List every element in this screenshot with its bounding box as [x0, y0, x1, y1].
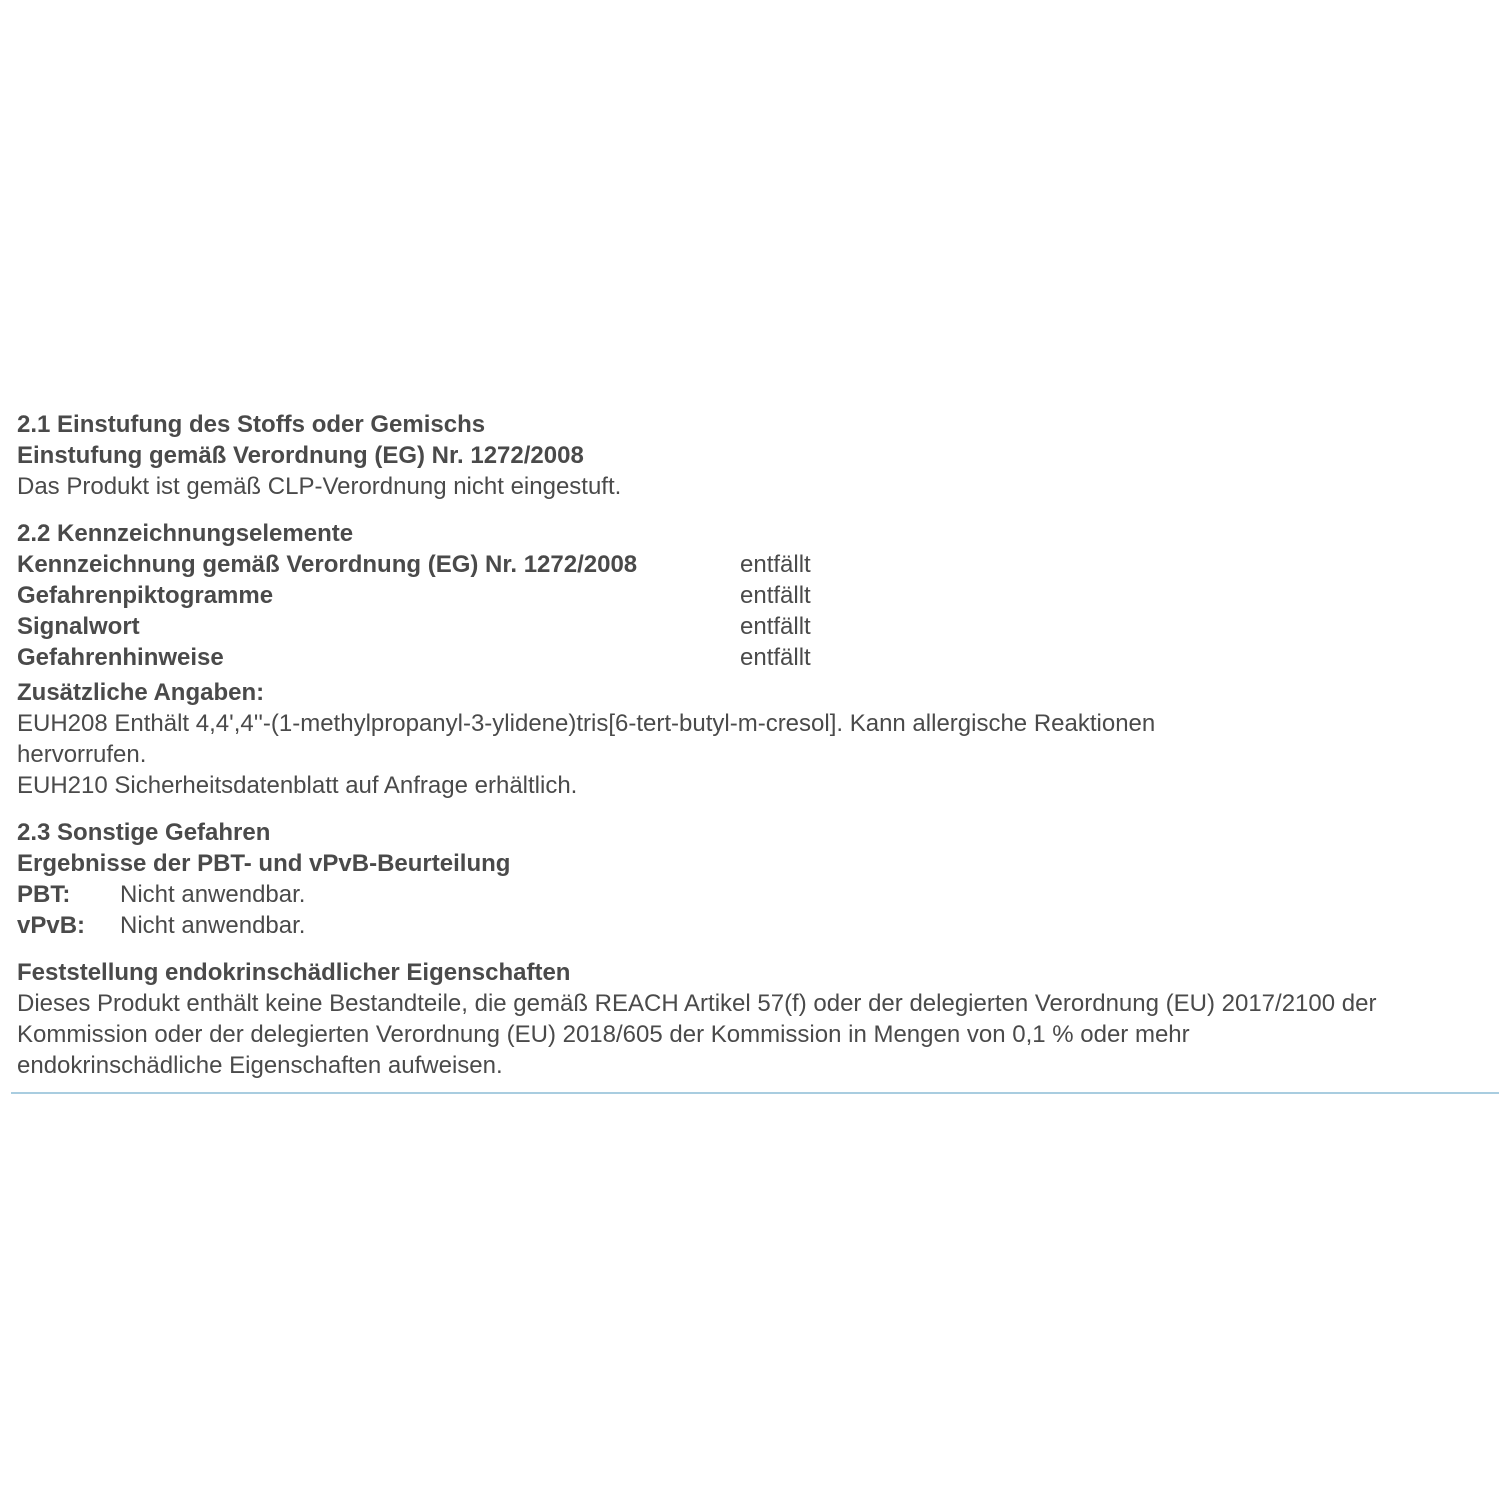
endocrine-text-line: Dieses Produkt enthält keine Bestandteile, die gemäß REACH Artikel 57(f) oder der delegierten Verordnung (EU) 2017/2100 der: [17, 990, 1377, 1017]
label-row-value: entfällt: [740, 582, 811, 609]
assessment-value: Nicht anwendbar.: [120, 912, 306, 939]
section-divider: [11, 1092, 1499, 1094]
assessment-label: PBT:: [17, 881, 71, 908]
section-2-3: [17, 817, 1487, 941]
assessment-value: Nicht anwendbar.: [120, 881, 306, 908]
label-row-value: entfällt: [740, 551, 811, 578]
assessment-row: [17, 910, 1487, 941]
label-row-label: Signalwort: [17, 613, 140, 640]
additional-info-line: EUH208 Enthält 4,4',4''-(1-methylpropanyl-3-ylidene)tris[6-tert-butyl-m-cresol]. Kann allergische Reaktionen: [17, 710, 1156, 737]
endocrine-text-line: endokrinschädliche Eigenschaften aufweisen.: [17, 1052, 503, 1079]
section-2-1-heading: 2.1 Einstufung des Stoffs oder Gemischs: [17, 411, 486, 438]
endocrine-text-line: Kommission oder der delegierten Verordnung (EU) 2018/605 der Kommission in Mengen von 0,1 % oder mehr: [17, 1021, 1190, 1048]
section-2-1-text: Das Produkt ist gemäß CLP-Verordnung nicht eingestuft.: [17, 473, 622, 500]
section-2-2-heading: 2.2 Kennzeichnungselemente: [17, 520, 354, 547]
assessment-row: [17, 879, 1487, 910]
label-row: [17, 611, 1487, 642]
section-2-2: [17, 518, 1487, 801]
label-row: [17, 642, 1487, 673]
label-row-label: Gefahrenpiktogramme: [17, 582, 274, 609]
label-row-label: Gefahrenhinweise: [17, 644, 224, 671]
section-2-3-subheading: Ergebnisse der PBT- und vPvB-Beurteilung: [17, 850, 511, 877]
section-2-1: [17, 409, 1487, 502]
label-row: [17, 580, 1487, 611]
additional-info-heading: Zusätzliche Angaben:: [17, 679, 265, 706]
assessment-label: vPvB:: [17, 912, 86, 939]
additional-info-line: hervorrufen.: [17, 741, 147, 768]
section-2-1-subheading: Einstufung gemäß Verordnung (EG) Nr. 1272/2008: [17, 442, 584, 469]
section-endocrine: [17, 957, 1487, 1081]
sds-section-2: [17, 409, 1487, 1081]
endocrine-heading: Feststellung endokrinschädlicher Eigenschaften: [17, 959, 571, 986]
label-row: [17, 549, 1487, 580]
label-row-value: entfällt: [740, 613, 811, 640]
additional-info-line: EUH210 Sicherheitsdatenblatt auf Anfrage erhältlich.: [17, 772, 578, 799]
label-row-value: entfällt: [740, 644, 811, 671]
section-2-3-heading: 2.3 Sonstige Gefahren: [17, 819, 271, 846]
label-row-label: Kennzeichnung gemäß Verordnung (EG) Nr. 1272/2008: [17, 551, 638, 578]
